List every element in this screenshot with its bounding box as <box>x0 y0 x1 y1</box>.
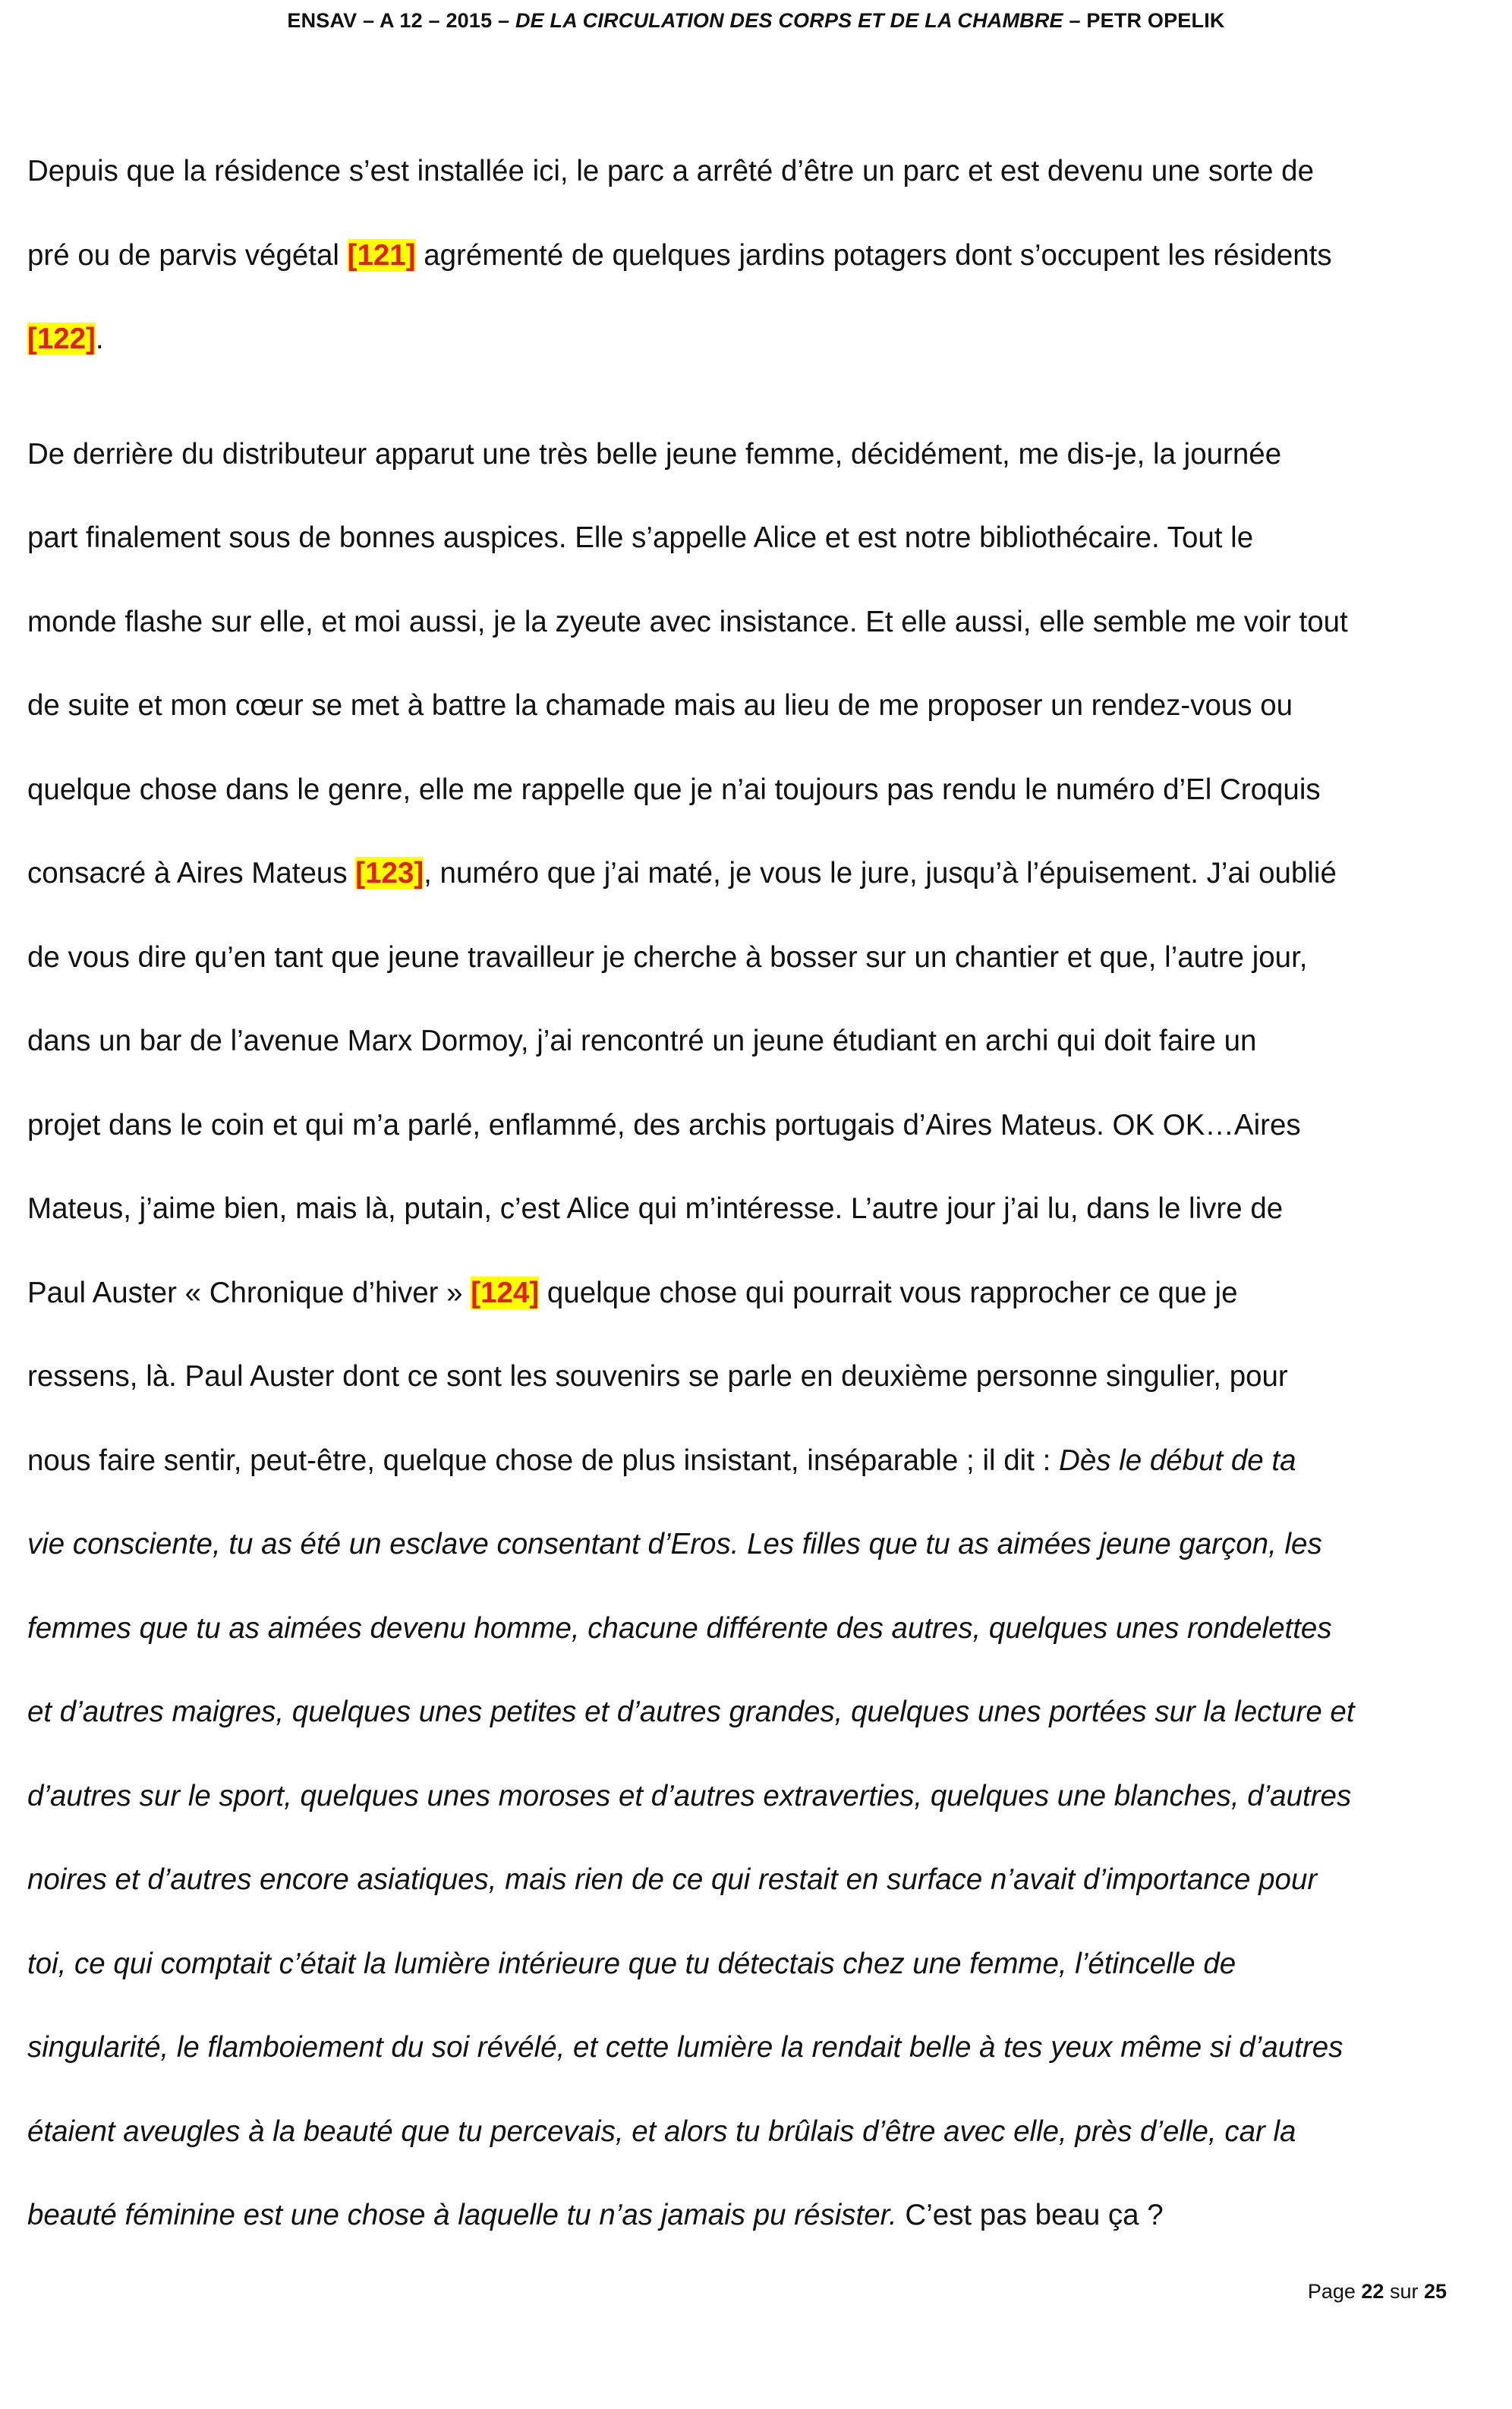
quote-line <box>27 2030 1343 2065</box>
quote-line <box>27 1863 1317 1897</box>
reference-124[interactable]: [124] <box>471 1277 540 1309</box>
text-line <box>27 605 1348 640</box>
text-run: pré ou de parvis végétal <box>27 239 348 272</box>
header-author: – PETR OPELIK <box>1063 9 1225 32</box>
text-run: de suite et mon cœur se met à battre la chamade mais au lieu de me proposer un rendez-vous ou <box>27 689 1293 722</box>
quote-run: d’autres sur le sport, quelques unes moroses et d’autres extraverties, quelques une blanches, d’autres <box>27 1780 1352 1812</box>
page-header <box>0 9 1512 33</box>
text-line <box>27 1444 1296 1478</box>
quote-run: et d’autres maigres, quelques unes petites et d’autres grandes, quelques unes portées sur la lecture et <box>27 1696 1355 1728</box>
text-line <box>27 1024 1256 1059</box>
reference-123[interactable]: [123] <box>355 857 424 890</box>
text-run: monde flashe sur elle, et moi aussi, je la zyeute avec insistance. Et elle aussi, elle semble me voir tout <box>27 606 1348 638</box>
quote-line <box>27 2115 1296 2149</box>
text-line <box>27 521 1253 556</box>
page-label: Page <box>1307 2280 1362 2303</box>
quote-line <box>27 1527 1322 1562</box>
quote-run: étaient aveugles à la beauté que tu percevais, et alors tu brûlais d’être avec elle, près d’elle, car la <box>27 2115 1296 2148</box>
text-run: quelque chose qui pourrait vous rapprocher ce que je <box>539 1277 1238 1309</box>
quote-run: singularité, le flamboiement du soi révélé, et cette lumière la rendait belle à tes yeux même si d’autres <box>27 2031 1343 2064</box>
text-run: Mateus, j’aime bien, mais là, putain, c’est Alice qui m’intéresse. L’autre jour j’ai lu, dans le livre de <box>27 1192 1284 1225</box>
text-run: de vous dire qu’en tant que jeune travailleur je cherche à bosser sur un chantier et que, l’autre jour, <box>27 941 1308 974</box>
text-line <box>27 1192 1283 1227</box>
text-run: consacré à Aires Mateus <box>27 857 356 890</box>
text-run: dans un bar de l’avenue Marx Dormoy, j’ai rencontré un jeune étudiant en archi qui doit faire un <box>27 1025 1257 1057</box>
text-run: Depuis que la résidence s’est installée ici, le parc a arrêté d’être un parc et est devenu une sorte de <box>27 155 1314 187</box>
text-run: . <box>95 323 104 355</box>
current-page: 22 <box>1361 2280 1384 2303</box>
text-run: part finalement sous de bonnes auspices. Elle s’appelle Alice et est notre bibliothécaire. Tout le <box>27 521 1254 554</box>
quote-run: toi, ce qui comptait c’était la lumière intérieure que tu détectais chez une femme, l’étincelle de <box>27 1948 1236 1980</box>
text-run: C’est pas beau ça ? <box>896 2199 1164 2231</box>
page-number <box>1308 2280 1447 2304</box>
text-line <box>27 940 1307 975</box>
quote-run: Dès le début de ta <box>1059 1444 1296 1477</box>
quote-run: beauté féminine est une chose à laquelle tu n’as jamais pu résister. <box>27 2199 897 2231</box>
text-run: , numéro que j’ai maté, je vous le jure, jusqu’à l’épuisement. J’ai oublié <box>424 857 1337 890</box>
text-line <box>27 2198 1164 2233</box>
quote-line <box>27 1779 1351 1814</box>
text-run: quelque chose dans le genre, elle me rappelle que je n’ai toujours pas rendu le numéro d’El Croquis <box>27 773 1321 806</box>
quote-run: vie consciente, tu as été un esclave consentant d’Eros. Les filles que tu as aimées jeune garçon, les <box>27 1528 1322 1560</box>
text-run: ressens, là. Paul Auster dont ce sont les souvenirs se parle en deuxième personne singulier, pour <box>27 1360 1288 1393</box>
text-line <box>27 856 1337 891</box>
quote-line <box>27 1947 1236 1982</box>
text-run: agrémenté de quelques jardins potagers dont s’occupent les résidents <box>415 239 1332 272</box>
text-line <box>27 1108 1301 1143</box>
text-run: projet dans le coin et qui m’a parlé, enflammé, des archis portugais d’Aires Mateus. OK OK…Aires <box>27 1109 1301 1142</box>
quote-run: noires et d’autres encore asiatiques, mais rien de ce qui restait en surface n’avait d’importance pour <box>27 1863 1318 1896</box>
total-pages: 25 <box>1423 2280 1447 2303</box>
page-separator: sur <box>1384 2280 1424 2303</box>
text-line <box>27 322 104 357</box>
header-course: ENSAV – A 12 – 2015 – <box>287 9 515 32</box>
text-line <box>27 238 1332 273</box>
header-title: DE LA CIRCULATION DES CORPS ET DE LA CHAMBRE <box>515 9 1063 32</box>
quote-line <box>27 1695 1355 1730</box>
text-line <box>27 437 1281 472</box>
text-line <box>27 154 1314 189</box>
text-line <box>27 688 1293 723</box>
quote-run: femmes que tu as aimées devenu homme, chacune différente des autres, quelques unes rondelettes <box>27 1612 1332 1645</box>
quote-line <box>27 1611 1332 1646</box>
text-line <box>27 773 1321 808</box>
text-line <box>27 1276 1238 1311</box>
reference-122[interactable]: [122] <box>27 323 96 355</box>
text-run: Paul Auster « Chronique d’hiver » <box>27 1277 471 1309</box>
text-run: De derrière du distributeur apparut une très belle jeune femme, décidément, me dis-je, la journée <box>27 438 1282 471</box>
reference-121[interactable]: [121] <box>347 239 416 272</box>
text-run: nous faire sentir, peut-être, quelque chose de plus insistant, inséparable ; il dit : <box>27 1444 1060 1477</box>
text-line <box>27 1359 1288 1394</box>
